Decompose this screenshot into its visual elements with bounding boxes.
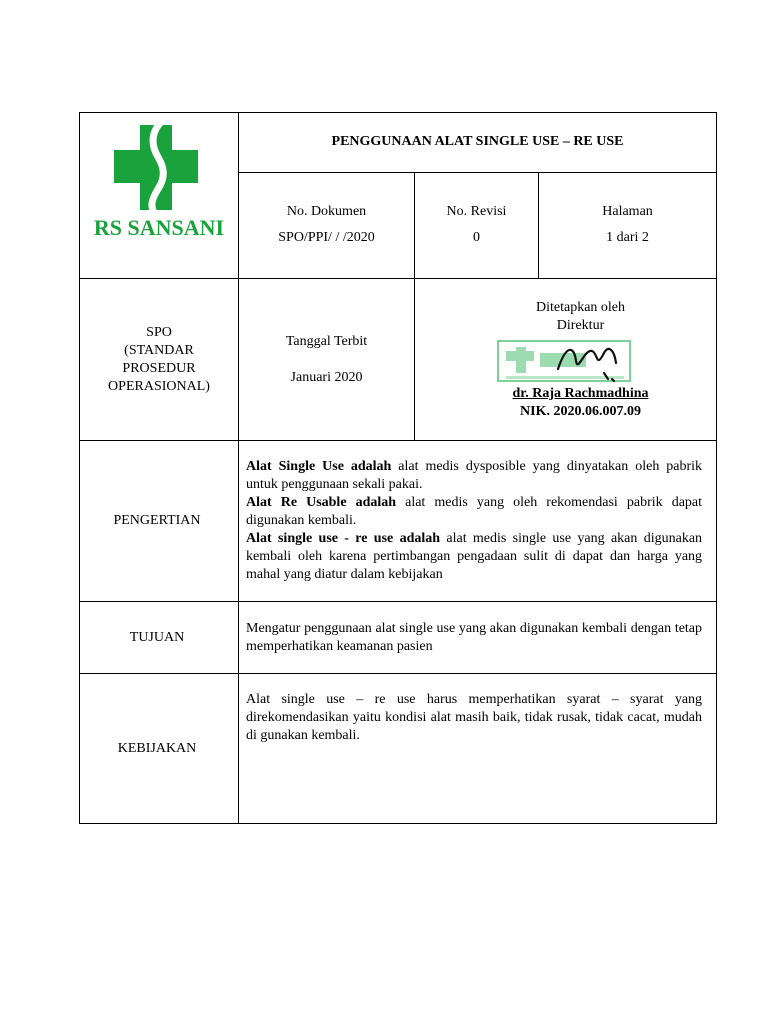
ditetapkan-cell xyxy=(415,279,717,441)
ditetapkan-line-2: Direktur xyxy=(556,317,605,333)
kebijakan-content: Alat single use – re use harus memperhatikan syarat – syarat yang direkomendasikan yaitu kondisi alat masih baik, tidak rusak, tidak cacat, mudah di gunakan kembali. xyxy=(239,674,717,824)
spo-document xyxy=(79,112,716,824)
tanggal-terbit-value: Januari 2020 xyxy=(290,369,363,385)
spo-line-4: OPERASIONAL) xyxy=(108,378,210,394)
kebijakan-label: KEBIJAKAN xyxy=(80,674,239,824)
tujuan-label: TUJUAN xyxy=(80,602,239,674)
spo-header-table xyxy=(79,112,717,824)
no-dokumen-cell xyxy=(239,172,415,279)
ditetapkan-line-1: Ditetapkan oleh xyxy=(536,299,626,315)
tanggal-terbit-cell xyxy=(239,279,415,441)
pengertian-label: PENGERTIAN xyxy=(80,441,239,602)
stamp-and-signature xyxy=(496,339,636,385)
logo-cell xyxy=(80,113,239,279)
halaman-label: Halaman xyxy=(602,204,653,220)
director-name: dr. Raja Rachmadhina xyxy=(512,385,649,401)
no-dokumen-label: No. Dokumen xyxy=(286,204,367,220)
definition-single-use: Alat Single Use adalah alat medis dysposible yang dinyatakan oleh pabrik untuk penggunaan sekali pakai. xyxy=(246,459,703,492)
pengertian-content xyxy=(239,441,717,602)
green-cross-icon xyxy=(114,123,198,213)
spo-line-1: SPO xyxy=(146,324,172,340)
hospital-logo xyxy=(80,113,239,272)
no-dokumen-value: SPO/PPI/ / /2020 xyxy=(278,230,375,246)
spo-line-2: (STANDAR xyxy=(124,342,194,358)
halaman-cell xyxy=(539,172,717,279)
tanggal-terbit-label: Tanggal Terbit xyxy=(285,333,368,349)
document-title: PENGGUNAAN ALAT SINGLE USE – RE USE xyxy=(239,113,717,173)
hospital-stamp-image xyxy=(496,339,636,385)
halaman-value: 1 dari 2 xyxy=(606,230,649,246)
spo-line-3: PROSEDUR xyxy=(122,360,196,376)
no-revisi-cell xyxy=(415,172,539,279)
no-revisi-label: No. Revisi xyxy=(446,204,507,220)
tujuan-content: Mengatur penggunaan alat single use yang akan digunakan kembali dengan tetap memperhatikan keamanan pasien xyxy=(239,602,717,674)
definition-single-use-re-use: Alat single use - re use adalah alat medis single use yang akan digunakan kembali oleh karena pertimbangan pengadaan sulit di dapat dan harga yang mahal yang diatur dalam kebijakan xyxy=(246,531,703,582)
definition-re-usable: Alat Re Usable adalah alat medis yang oleh rekomendasi pabrik dapat digunakan kembali. xyxy=(246,495,703,528)
logo-text: RS SANSANI xyxy=(93,215,225,240)
no-revisi-value: 0 xyxy=(473,230,480,246)
spo-label-cell xyxy=(80,279,239,441)
director-nik: NIK. 2020.06.007.09 xyxy=(520,403,641,419)
